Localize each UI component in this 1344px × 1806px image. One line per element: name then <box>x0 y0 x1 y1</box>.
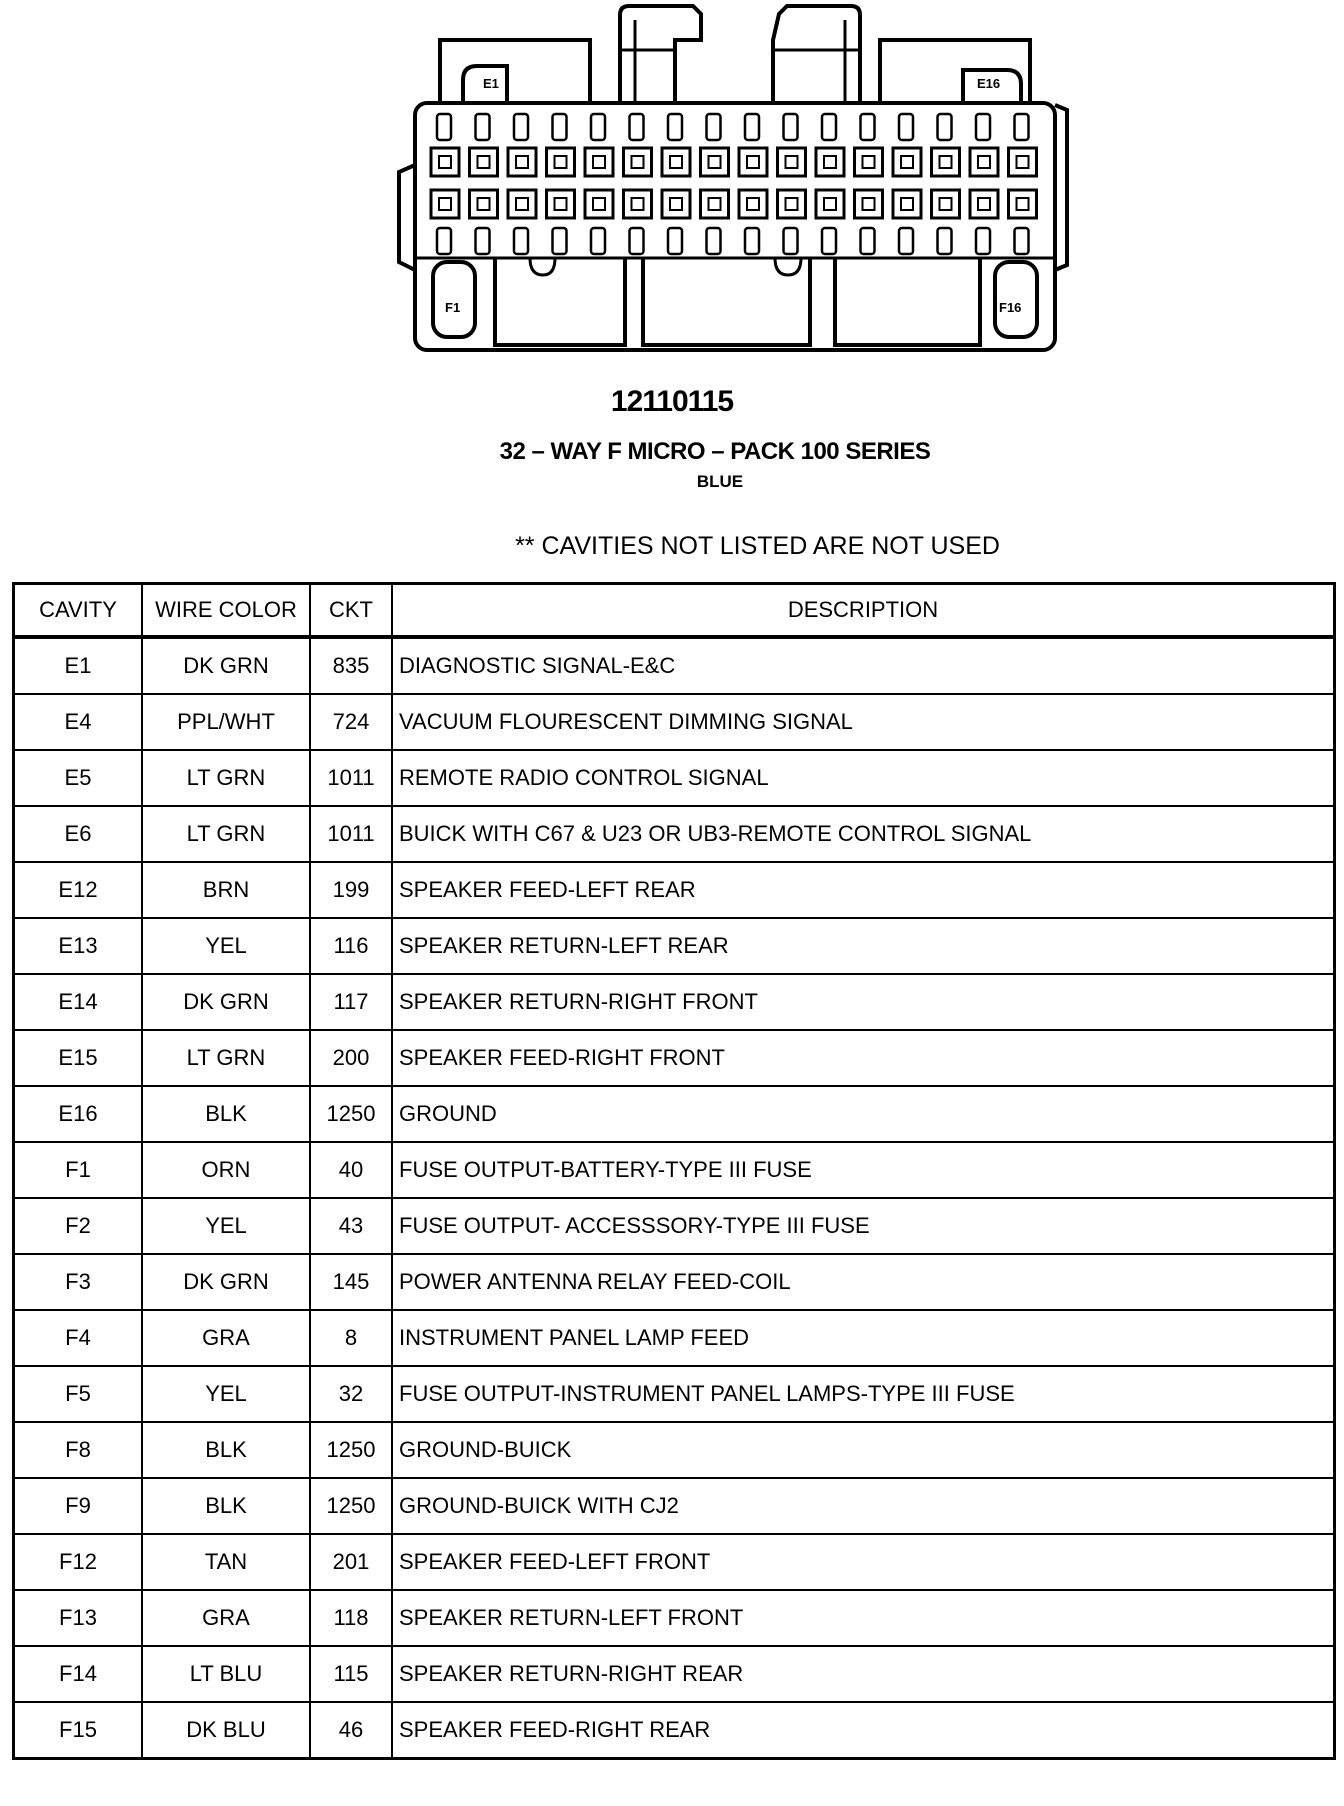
cavity-e-slot <box>437 114 451 140</box>
cell-ckt: 1250 <box>310 1478 392 1534</box>
cavity-e-inner <box>555 156 567 168</box>
table-row <box>14 1310 1335 1366</box>
cavity-f <box>585 190 613 218</box>
cell-wire-color: GRA <box>142 1590 310 1646</box>
cavity-e-slot <box>745 114 759 140</box>
cavity-f-slot <box>476 228 490 254</box>
connector-type: 32 – WAY F MICRO – PACK 100 SERIES <box>499 438 931 465</box>
cavity-f <box>701 190 729 218</box>
label-e16: E16 <box>977 76 1001 91</box>
cell-cavity: E6 <box>14 806 143 862</box>
cavity-e-slot <box>630 114 644 140</box>
cavity-e-inner <box>709 156 721 168</box>
cell-description: SPEAKER FEED-RIGHT REAR <box>392 1702 1335 1759</box>
cell-wire-color: GRA <box>142 1310 310 1366</box>
cell-wire-color: DK GRN <box>142 637 310 694</box>
cavity-e <box>970 148 998 176</box>
table-row <box>14 1422 1335 1478</box>
cavity-f-inner <box>516 198 528 210</box>
cell-ckt: 8 <box>310 1310 392 1366</box>
cell-cavity: F14 <box>14 1646 143 1702</box>
cavity-f-inner <box>555 198 567 210</box>
cell-description: BUICK WITH C67 & U23 OR UB3-REMOTE CONTROL SIGNAL <box>392 806 1335 862</box>
cavity-e-slot <box>861 114 875 140</box>
cavity-e-slot <box>938 114 952 140</box>
cavity-f-inner <box>709 198 721 210</box>
cavity-e-slot <box>976 114 990 140</box>
cavity-f <box>1009 190 1037 218</box>
header-ckt: CKT <box>310 584 392 638</box>
cavity-f-slot <box>630 228 644 254</box>
cavity-e-inner <box>632 156 644 168</box>
cavity-e <box>816 148 844 176</box>
cell-cavity: E1 <box>14 637 143 694</box>
cavity-f-slot <box>1015 228 1029 254</box>
cavity-f <box>624 190 652 218</box>
cavity-e-inner <box>786 156 798 168</box>
cavity-e-inner <box>978 156 990 168</box>
cavity-e <box>547 148 575 176</box>
connector-face-diagram <box>395 0 1075 380</box>
cavity-e <box>508 148 536 176</box>
cell-wire-color: BLK <box>142 1478 310 1534</box>
cavity-e <box>701 148 729 176</box>
cell-description: SPEAKER RETURN-LEFT REAR <box>392 918 1335 974</box>
cell-description: GROUND-BUICK WITH CJ2 <box>392 1478 1335 1534</box>
cell-ckt: 115 <box>310 1646 392 1702</box>
cell-ckt: 1011 <box>310 750 392 806</box>
cavity-e <box>431 148 459 176</box>
cell-description: FUSE OUTPUT- ACCESSSORY-TYPE III FUSE <box>392 1198 1335 1254</box>
cell-wire-color: YEL <box>142 1366 310 1422</box>
cell-ckt: 43 <box>310 1198 392 1254</box>
cell-cavity: F1 <box>14 1142 143 1198</box>
pinout-table <box>12 582 1336 1760</box>
cavity-f <box>508 190 536 218</box>
cavity-f-slot <box>822 228 836 254</box>
cavity-f-slot <box>437 228 451 254</box>
cell-wire-color: LT BLU <box>142 1646 310 1702</box>
cell-cavity: E16 <box>14 1086 143 1142</box>
cavity-e <box>893 148 921 176</box>
cell-description: POWER ANTENNA RELAY FEED-COIL <box>392 1254 1335 1310</box>
cavity-e <box>855 148 883 176</box>
cavity-f <box>893 190 921 218</box>
cavity-e-inner <box>1017 156 1029 168</box>
cell-ckt: 835 <box>310 637 392 694</box>
cavity-f <box>739 190 767 218</box>
cell-wire-color: PPL/WHT <box>142 694 310 750</box>
cavity-e <box>932 148 960 176</box>
table-row <box>14 1366 1335 1422</box>
cavity-e-inner <box>747 156 759 168</box>
cavity-e-inner <box>670 156 682 168</box>
cavity-e-inner <box>516 156 528 168</box>
cavity-f-inner <box>978 198 990 210</box>
cavity-e-slot <box>553 114 567 140</box>
cavity-e <box>1009 148 1037 176</box>
cavity-f <box>431 190 459 218</box>
cell-description: FUSE OUTPUT-BATTERY-TYPE III FUSE <box>392 1142 1335 1198</box>
table-row <box>14 974 1335 1030</box>
cavity-f-inner <box>478 198 490 210</box>
cell-ckt: 40 <box>310 1142 392 1198</box>
cell-wire-color: YEL <box>142 1198 310 1254</box>
cavity-f-inner <box>786 198 798 210</box>
cell-wire-color: DK BLU <box>142 1702 310 1759</box>
cell-description: SPEAKER FEED-LEFT REAR <box>392 862 1335 918</box>
cavity-f <box>662 190 690 218</box>
cell-description: REMOTE RADIO CONTROL SIGNAL <box>392 750 1335 806</box>
cell-cavity: E14 <box>14 974 143 1030</box>
cavity-f <box>547 190 575 218</box>
table-row <box>14 1702 1335 1759</box>
cavity-e-inner <box>901 156 913 168</box>
cell-description: GROUND <box>392 1086 1335 1142</box>
cell-description: SPEAKER RETURN-LEFT FRONT <box>392 1590 1335 1646</box>
cell-cavity: F3 <box>14 1254 143 1310</box>
cavity-e-inner <box>478 156 490 168</box>
cell-cavity: F15 <box>14 1702 143 1759</box>
cavity-f <box>470 190 498 218</box>
cavity-f-inner <box>1017 198 1029 210</box>
cell-description: VACUUM FLOURESCENT DIMMING SIGNAL <box>392 694 1335 750</box>
cell-wire-color: BLK <box>142 1422 310 1478</box>
table-row <box>14 918 1335 974</box>
cavity-e-slot <box>1015 114 1029 140</box>
cell-wire-color: DK GRN <box>142 974 310 1030</box>
cavity-e-inner <box>863 156 875 168</box>
cavity-e-slot <box>591 114 605 140</box>
cavity-e <box>778 148 806 176</box>
cavity-f <box>816 190 844 218</box>
cell-description: DIAGNOSTIC SIGNAL-E&C <box>392 637 1335 694</box>
table-row <box>14 1254 1335 1310</box>
cavity-f-inner <box>940 198 952 210</box>
cell-cavity: F9 <box>14 1478 143 1534</box>
cell-wire-color: ORN <box>142 1142 310 1198</box>
cell-cavity: E15 <box>14 1030 143 1086</box>
cell-cavity: F8 <box>14 1422 143 1478</box>
cavity-f-slot <box>784 228 798 254</box>
cavity-f-slot <box>861 228 875 254</box>
table-row <box>14 1030 1335 1086</box>
cavity-f-inner <box>747 198 759 210</box>
cell-ckt: 1250 <box>310 1422 392 1478</box>
cell-wire-color: YEL <box>142 918 310 974</box>
header-cavity: CAVITY <box>14 584 143 638</box>
cavity-e-slot <box>899 114 913 140</box>
label-f16: F16 <box>999 300 1022 315</box>
cell-wire-color: LT GRN <box>142 1030 310 1086</box>
latch-left <box>620 6 701 103</box>
bottom-key-right <box>835 258 980 345</box>
cell-ckt: 724 <box>310 694 392 750</box>
unused-cavities-note: ** CAVITIES NOT LISTED ARE NOT USED <box>515 532 1000 560</box>
cell-description: INSTRUMENT PANEL LAMP FEED <box>392 1310 1335 1366</box>
cavity-f-slot <box>707 228 721 254</box>
cell-wire-color: LT GRN <box>142 806 310 862</box>
cell-ckt: 1011 <box>310 806 392 862</box>
cell-wire-color: BRN <box>142 862 310 918</box>
table-row <box>14 750 1335 806</box>
table-row <box>14 806 1335 862</box>
cell-description: FUSE OUTPUT-INSTRUMENT PANEL LAMPS-TYPE III FUSE <box>392 1366 1335 1422</box>
cavity-e <box>470 148 498 176</box>
cell-ckt: 32 <box>310 1366 392 1422</box>
cell-cavity: F5 <box>14 1366 143 1422</box>
bottom-key-left <box>495 258 625 345</box>
connector-body <box>415 103 1055 350</box>
bottom-key-center <box>643 258 810 345</box>
header-description: DESCRIPTION <box>392 584 1335 638</box>
table-row <box>14 1590 1335 1646</box>
cell-ckt: 46 <box>310 1702 392 1759</box>
cell-ckt: 145 <box>310 1254 392 1310</box>
table-row <box>14 694 1335 750</box>
table-row <box>14 1142 1335 1198</box>
table-row <box>14 862 1335 918</box>
cavity-e <box>662 148 690 176</box>
latch-right <box>773 6 860 103</box>
cavity-f-inner <box>439 198 451 210</box>
cavity-e-slot <box>822 114 836 140</box>
cell-cavity: F4 <box>14 1310 143 1366</box>
label-e1: E1 <box>483 76 499 91</box>
cell-wire-color: LT GRN <box>142 750 310 806</box>
cavity-e-inner <box>940 156 952 168</box>
table-row <box>14 1198 1335 1254</box>
cavity-f-inner <box>901 198 913 210</box>
cavity-e <box>739 148 767 176</box>
cavity-f-slot <box>668 228 682 254</box>
cell-cavity: E12 <box>14 862 143 918</box>
cell-ckt: 118 <box>310 1590 392 1646</box>
cavity-e-slot <box>668 114 682 140</box>
cell-cavity: E13 <box>14 918 143 974</box>
cavity-f-inner <box>670 198 682 210</box>
cell-description: SPEAKER RETURN-RIGHT REAR <box>392 1646 1335 1702</box>
cavity-f-slot <box>899 228 913 254</box>
cavity-f-slot <box>976 228 990 254</box>
cell-ckt: 200 <box>310 1030 392 1086</box>
cell-ckt: 201 <box>310 1534 392 1590</box>
cavity-f <box>932 190 960 218</box>
cavity-f <box>778 190 806 218</box>
cell-ckt: 1250 <box>310 1086 392 1142</box>
cell-cavity: F13 <box>14 1590 143 1646</box>
cavity-e-slot <box>707 114 721 140</box>
cavity-f-inner <box>632 198 644 210</box>
cavity-f-slot <box>745 228 759 254</box>
cavity-e-inner <box>593 156 605 168</box>
cavity-f-inner <box>824 198 836 210</box>
connector-color: BLUE <box>696 472 744 491</box>
cell-ckt: 117 <box>310 974 392 1030</box>
cavity-e-slot <box>784 114 798 140</box>
table-row <box>14 637 1335 694</box>
cell-cavity: E5 <box>14 750 143 806</box>
cavity-f <box>970 190 998 218</box>
cell-wire-color: BLK <box>142 1086 310 1142</box>
cavity-f-inner <box>863 198 875 210</box>
table-header-row <box>14 584 1335 638</box>
cavity-f-slot <box>938 228 952 254</box>
cell-description: SPEAKER FEED-LEFT FRONT <box>392 1534 1335 1590</box>
cell-ckt: 116 <box>310 918 392 974</box>
cell-wire-color: DK GRN <box>142 1254 310 1310</box>
cavity-e <box>624 148 652 176</box>
cell-cavity: F2 <box>14 1198 143 1254</box>
cavity-e-inner <box>439 156 451 168</box>
cell-description: GROUND-BUICK <box>392 1422 1335 1478</box>
cavity-f-slot <box>553 228 567 254</box>
cavity-e <box>585 148 613 176</box>
cell-description: SPEAKER RETURN-RIGHT FRONT <box>392 974 1335 1030</box>
cavity-f-slot <box>591 228 605 254</box>
table-row <box>14 1086 1335 1142</box>
table-row <box>14 1478 1335 1534</box>
table-row <box>14 1534 1335 1590</box>
cell-ckt: 199 <box>310 862 392 918</box>
cell-cavity: F12 <box>14 1534 143 1590</box>
cavity-e-slot <box>514 114 528 140</box>
cell-description: SPEAKER FEED-RIGHT FRONT <box>392 1030 1335 1086</box>
header-wire-color: WIRE COLOR <box>142 584 310 638</box>
cavity-e-slot <box>476 114 490 140</box>
cavity-f-slot <box>514 228 528 254</box>
cavity-f-inner <box>593 198 605 210</box>
table-row <box>14 1646 1335 1702</box>
part-number: 12110115 <box>610 385 734 418</box>
cavity-e-inner <box>824 156 836 168</box>
cell-wire-color: TAN <box>142 1534 310 1590</box>
cell-cavity: E4 <box>14 694 143 750</box>
side-rib-left <box>399 165 415 270</box>
label-f1: F1 <box>445 300 461 315</box>
cavity-f <box>855 190 883 218</box>
